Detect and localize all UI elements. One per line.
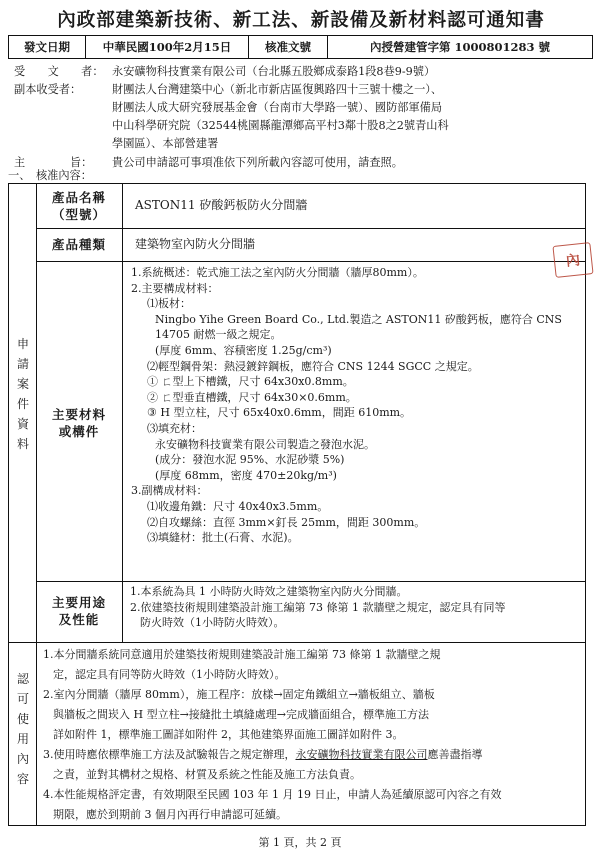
product-type: 建築物室內防火分間牆 <box>135 237 256 251</box>
usage-line: 防火時效（1小時防火時效）。 <box>140 616 285 630</box>
product-name: ASTON11 矽酸鈣板防火分間牆 <box>135 198 308 212</box>
header-table <box>8 35 593 59</box>
divider <box>36 228 585 229</box>
divider <box>36 261 585 262</box>
materials-line: 2.主要構成材料： <box>131 281 219 295</box>
subject: 貴公司申請認可事項准依下列所載內容認可使用，請查照。 <box>112 156 403 169</box>
section-heading: 一、 核准內容： <box>8 169 92 182</box>
divider <box>36 643 37 825</box>
materials-line: 永安礦物科技實業有限公司製造之發泡水泥。 <box>155 437 375 451</box>
page-footer: 第 1 頁，共 2 頁 <box>258 836 342 849</box>
materials-line: ② ㄈ型垂直槽鐵，尺寸 64x30×0.6mm。 <box>147 390 357 404</box>
product-type-label: 產品種類 <box>51 237 106 252</box>
issue-date: 中華民國100年2月15日 <box>86 36 249 58</box>
issue-date-label: 發文日期 <box>9 36 86 58</box>
cc-line: 學園區）、本部營建署 <box>112 137 219 150</box>
side-label-approval: 認 可 使 用 內 容 <box>16 672 29 786</box>
cc-line: 中山科學研究院（32544桃園縣龍潭鄉高平村3鄰十股8之2號青山科 <box>112 119 449 132</box>
approval-no-label: 核准文號 <box>249 36 328 58</box>
divider <box>36 581 585 582</box>
materials-line: 3.副構成材料： <box>131 484 208 498</box>
usage-label: 主要用途 及性能 <box>51 595 106 627</box>
approval-line: 2.室內分間牆（牆厚 80mm），施工程序：放樣→固定角鐵組立→牆板組立、牆板 <box>43 688 435 701</box>
approval-line: 之責，並對其構材之規格、材質及系統之性能及施工方法負責。 <box>53 768 361 781</box>
materials-line: ⑶填縫材：批土(石膏、水泥)。 <box>147 531 299 545</box>
usage-line: 2.依建築技術規則建築設計施工編第 73 條第 1 款牆壁之規定，認定具有同等 <box>130 600 506 614</box>
divider <box>122 184 123 642</box>
materials-line: (成分：發泡水泥 95%、水泥砂漿 5%) <box>155 453 345 467</box>
seal-stamp: 內 <box>552 242 593 278</box>
approval-list <box>43 645 501 825</box>
materials-line: Ningbo Yihe Green Board Co., Ltd.製造之 ASTON11 矽酸鈣板，應符合 CNS <box>155 312 562 326</box>
subject-label: 主 旨： <box>14 156 93 169</box>
approval-line: 詳如附件 1，標準施工圖詳如附件 2，其他建築界面施工圖詳如附件 3。 <box>53 728 404 741</box>
materials-line: ⑵輕型鋼骨架：熱浸鍍鋅鋼板，應符合 CNS 1244 SGCC 之規定。 <box>147 359 479 373</box>
product-name-label: 產品名稱 （型號） <box>51 190 106 222</box>
approval-line: 3.使用時應依標準施工方法及試驗報告之規定辦理，永安礦物科技實業有限公司應善盡指導 <box>43 748 483 761</box>
materials-line: ⑴收邊角鐵：尺寸 40x40x3.5mm。 <box>147 499 329 513</box>
materials-line: (厚度 68mm，密度 470±20kg/m³) <box>155 468 337 482</box>
document-title: 內政部建築新技術、新工法、新設備及新材料認可通知書 <box>57 10 545 31</box>
company-name: 永安礦物科技實業有限公司 <box>295 748 428 761</box>
cc-label: 副本收受者： <box>14 83 82 96</box>
materials-line: 1.系統概述：乾式施工法之室內防火分間牆（牆厚80mm）。 <box>131 266 424 279</box>
approval-line: 4.本性能規格評定書，有效期限至民國 103 年 1 月 19 日止，申請人為延續原認可內容之有效 <box>43 788 502 801</box>
approval-line: 1.本分間牆系統同意適用於建築技術規則建築設計施工編第 73 條第 1 款牆壁之規 <box>43 648 441 661</box>
materials-line: ⑴板材： <box>147 297 191 311</box>
materials-line: ⑵自攻螺絲：直徑 3mm×釘長 25mm，間距 300mm。 <box>147 515 426 529</box>
usage-list <box>130 584 505 631</box>
materials-line: (厚度 6mm、容積密度 1.25g/cm³) <box>155 343 332 357</box>
approval-line: 與牆板之間崁入 H 型立柱→接縫批土填縫處理→完成牆面組合，標準施工方法 <box>53 708 430 721</box>
cc-line: 財團法人成大研究發展基金會（台南市大學路一號）、國防部軍備局 <box>112 101 443 114</box>
materials-line: ③ H 型立柱，尺寸 65x40x0.6mm，間距 610mm。 <box>147 406 412 420</box>
approval-no: 內授營建管字第 1000801283 號 <box>369 40 551 54</box>
approval-line: 期限，應於到期前 3 個月內再行申請認可延續。 <box>53 808 287 821</box>
materials-line: ⑶填充材： <box>147 421 202 435</box>
application-table <box>8 183 586 643</box>
materials-line: ① ㄈ型上下槽鐵，尺寸 64x30x0.8mm。 <box>147 375 354 389</box>
addressee-label: 受 文 者： <box>14 65 104 78</box>
materials-label: 主要材料 或構件 <box>51 407 106 439</box>
cc-line: 財團法人台灣建築中心（新北市新店區復興路四十三號十樓之一）、 <box>112 83 443 96</box>
materials-list <box>125 265 562 546</box>
approval-line: 定，認定具有同等防火時效（1小時防火時效）。 <box>53 668 286 681</box>
side-label-application: 申 請 案 件 資 料 <box>16 337 29 451</box>
usage-line: 1.本系統為具 1 小時防火時效之建築物室內防火分間牆。 <box>130 585 408 598</box>
materials-line: 14705 耐燃一級之規定。 <box>155 328 282 342</box>
addressee: 永安礦物科技實業有限公司（台北縣五股鄉成泰路1段8巷9-9號） <box>112 65 436 78</box>
approval-table <box>8 643 586 826</box>
